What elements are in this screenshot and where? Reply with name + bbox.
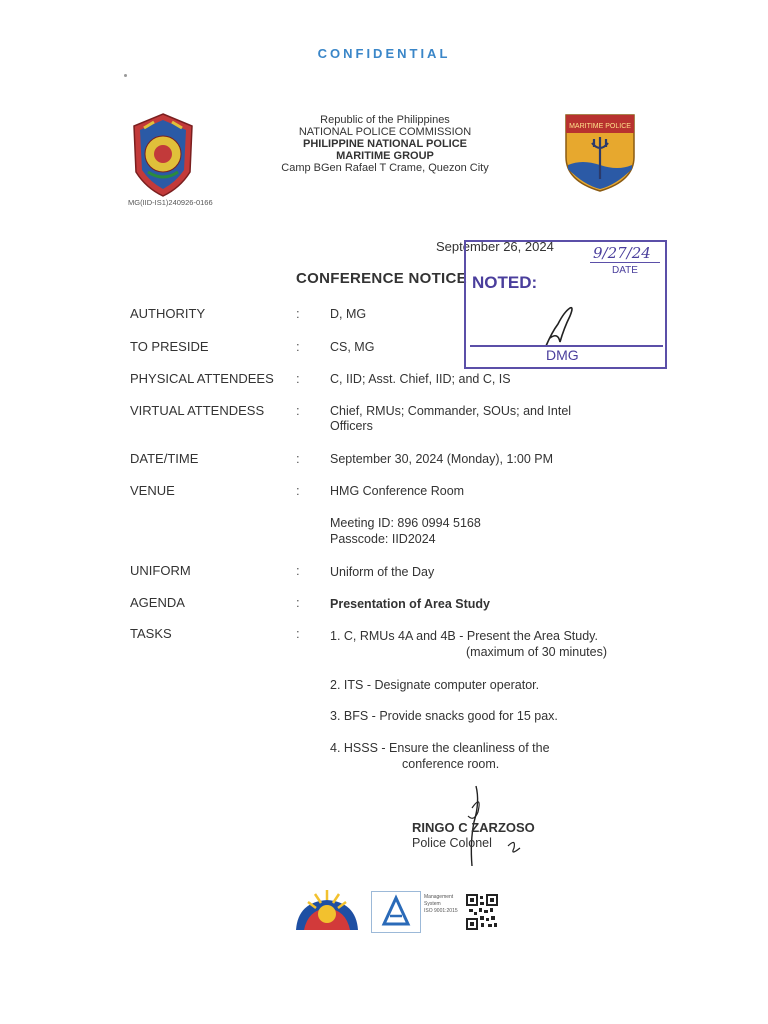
task-item-4-cont: conference room.: [402, 757, 500, 771]
physical-attendees-label: PHYSICAL ATTENDEES: [130, 371, 274, 386]
qr-code-icon: [466, 894, 498, 930]
memo-title: CONFERENCE NOTICE: [296, 270, 467, 287]
venue-value: HMG Conference Room: [330, 484, 465, 498]
reference-number: MG(IID-IS1)240926-0166: [128, 198, 213, 207]
task-item-2: 2. ITS - Designate computer operator.: [330, 678, 540, 692]
iso-caption-line3: ISO 9001:2015: [424, 908, 458, 914]
datetime-label: DATE/TIME: [130, 451, 199, 466]
venue-label: VENUE: [130, 483, 175, 498]
colon: :: [296, 563, 300, 578]
letterhead-line1: Republic of the Philippines: [320, 114, 450, 126]
colon: :: [296, 483, 300, 498]
colon: :: [296, 403, 300, 418]
authority-value: D, MG: [330, 307, 367, 321]
colon: :: [296, 451, 300, 466]
letterhead-line2: NATIONAL POLICE COMMISSION: [298, 126, 472, 138]
confidential-marking: CONFIDENTIAL: [317, 46, 451, 61]
maritime-police-shield-icon: [564, 113, 636, 193]
physical-attendees-value: C, IID; Asst. Chief, IID; and C, IS: [330, 372, 511, 386]
tasks-label: TASKS: [130, 626, 172, 641]
preside-label: TO PRESIDE: [130, 339, 209, 354]
stamp-noted-label: NOTED:: [472, 273, 538, 292]
task-item-1-note: (maximum of 30 minutes): [466, 645, 608, 659]
iso-caption-line1: Management: [424, 894, 454, 900]
stamp-date-underline: [590, 262, 660, 263]
stamp-signature: [540, 302, 580, 350]
iso-certification-logo-icon: [371, 891, 421, 933]
uniform-value: Uniform of the Day: [330, 565, 435, 579]
colon: :: [296, 339, 300, 354]
stamp-date-value: 9/27/24: [593, 244, 651, 262]
agenda-value: Presentation of Area Study: [330, 597, 490, 611]
signatory-rank: Police Colonel: [412, 836, 492, 850]
letterhead-line4: MARITIME GROUP: [336, 150, 434, 162]
stamp-office: DMG: [546, 347, 579, 363]
memo-date: September 26, 2024: [436, 239, 554, 254]
maritime-police-text: MARITIME POLICE: [569, 123, 631, 130]
uniform-label: UNIFORM: [130, 563, 191, 578]
meeting-id: Meeting ID: 896 0994 5168: [330, 516, 481, 530]
stamp-date-label: DATE: [612, 265, 638, 276]
colon: :: [296, 626, 300, 641]
signatory-name: RINGO C ZARZOSO: [412, 820, 535, 835]
iso-caption: [424, 894, 458, 915]
bagong-pilipinas-logo-icon: [294, 884, 360, 932]
colon: :: [296, 306, 300, 321]
letterhead: [240, 114, 530, 174]
letterhead-line5: Camp BGen Rafael T Crame, Quezon City: [281, 162, 489, 174]
speck: [124, 74, 127, 77]
passcode: Passcode: IID2024: [330, 532, 436, 546]
virtual-attendees-value-line1: Chief, RMUs; Commander, SOUs; and Intel: [330, 404, 572, 418]
letterhead-line3: PHILIPPINE NATIONAL POLICE: [303, 138, 467, 150]
colon: :: [296, 371, 300, 386]
colon: :: [296, 595, 300, 610]
task-item-4: 4. HSSS - Ensure the cleanliness of the: [330, 741, 550, 755]
agenda-label: AGENDA: [130, 595, 185, 610]
pnp-seal-icon: [130, 112, 196, 198]
preside-value: CS, MG: [330, 340, 375, 354]
virtual-attendees-label: VIRTUAL ATTENDESS: [130, 403, 265, 418]
task-item-1: 1. C, RMUs 4A and 4B - Present the Area Study.: [330, 629, 598, 643]
virtual-attendees-value-line2: Officers: [330, 419, 373, 433]
authority-label: AUTHORITY: [130, 306, 206, 321]
iso-caption-line2: System: [424, 901, 441, 907]
datetime-value: September 30, 2024 (Monday), 1:00 PM: [330, 452, 554, 466]
task-item-3: 3. BFS - Provide snacks good for 15 pax.: [330, 709, 558, 723]
